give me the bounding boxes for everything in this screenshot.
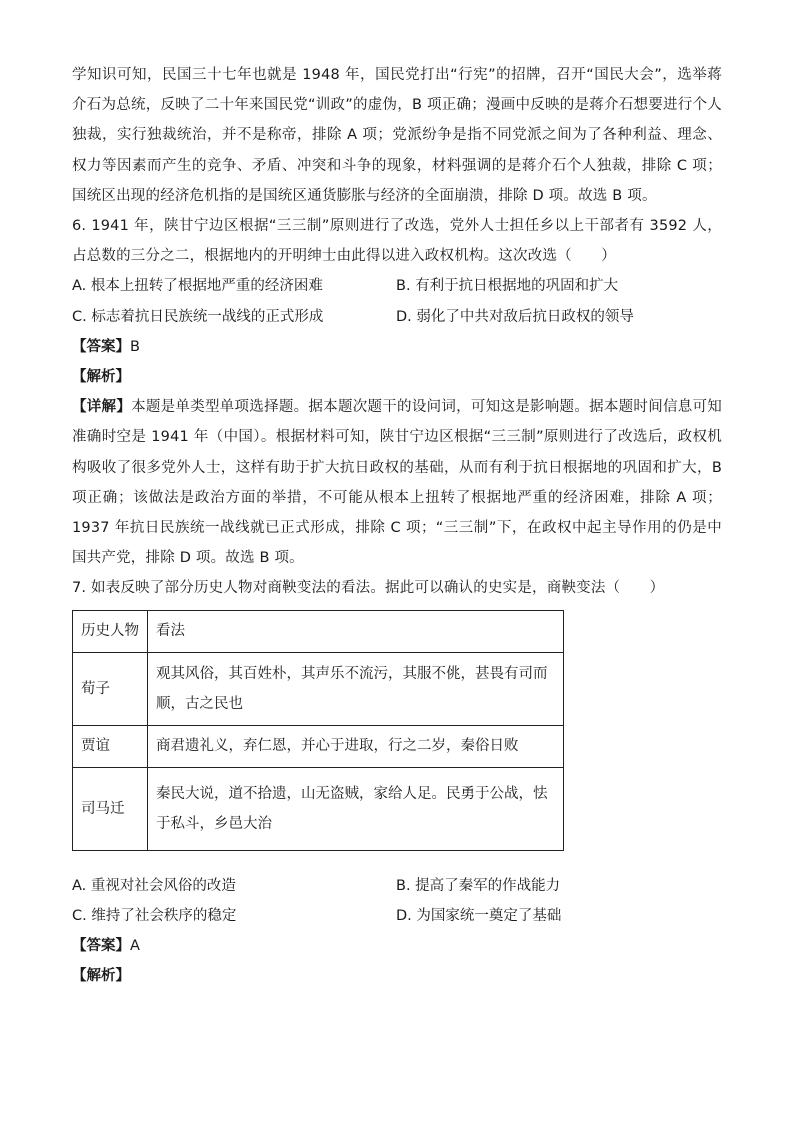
q7-history-table [72, 610, 564, 851]
q6-detail-text: 本题是单类型单项选择题。据本题次题干的设问词，可知这是影响题。据本题时间信息可知准确时空是 1941 年（中国）。根据材料可知，陕甘宁边区根据“三三制”原则进行了改选后，政权机构吸收了很多党外人士，这样有助于扩大抗日政权的基础，从而有利于抗日根据地的巩固和扩大，B 项正确；该做法是政治方面的举措，不可能从根本上扭转了根据地严重的经济困难，排除 A 项；1937 年抗日民族统一战线就已正式形成，排除 C 项；“三三制”下，在政权中起主导作用的仍是中国共产党，排除 D 项。故选 B 项。 [72, 399, 722, 567]
table-row [73, 767, 564, 850]
table-row [73, 725, 564, 767]
q7-option-b: B. 提高了秦军的作战能力 [396, 877, 561, 894]
q6-option-a: A. 根本上扭转了根据地严重的经济困难 [72, 278, 323, 295]
table-header-row [73, 610, 564, 652]
q7-options-row-1 [72, 871, 722, 901]
table-header-cell: 历史人物 [73, 610, 148, 652]
q6-answer-value: B [130, 338, 140, 355]
q6-analysis-tag: 【解析】 [72, 369, 130, 385]
q7-analysis-line [72, 961, 722, 991]
table-row [73, 652, 564, 725]
q7-option-c: C. 维持了社会秩序的稳定 [72, 907, 237, 924]
table-cell-view: 秦民大说，道不拾遗，山无盗贼，家给人足。民勇于公战，怯于私斗，乡邑大治 [148, 767, 564, 850]
table-cell-person: 司马迁 [73, 767, 148, 850]
q6-detail-tag: 【详解】 [72, 399, 132, 416]
q6-option-b: B. 有利于抗日根据地的巩固和扩大 [396, 278, 619, 295]
table-cell-view: 商君遗礼义，弃仁恩，并心于进取，行之二岁，秦俗日败 [148, 725, 564, 767]
q6-detail [72, 392, 722, 573]
table-cell-person: 荀子 [73, 652, 148, 725]
q5-analysis-text: 学知识可知，民国三十七年也就是 1948 年，国民党打出“行宪”的招牌，召开“国民大会”，选举蒋介石为总统，反映了二十年来国民党“训政”的虚伪，B 项正确；漫画中反映的是蒋介石想要进行个人独裁，实行独裁统治，并不是称帝，排除 A 项；党派纷争是指不同党派之间为了各种利益、理念、权力等因素而产生的竞争、矛盾、冲突和斗争的现象，材料强调的是蒋介石个人独裁，排除 C 项；国统区出现的经济危机指的是国统区通货膨胀与经济的全面崩溃，排除 D 项。故选 B 项。 [72, 67, 722, 204]
q6-answer-tag: 【答案】 [72, 338, 130, 355]
q6-option-c: C. 标志着抗日民族统一战线的正式形成 [72, 308, 324, 325]
q7-options-row-2 [72, 901, 722, 931]
q7-answer-value: A [130, 938, 140, 954]
q7-answer-tag: 【答案】 [72, 938, 130, 954]
table-cell-person: 贾谊 [73, 725, 148, 767]
q6-answer-line [72, 332, 722, 362]
document-page [72, 60, 722, 991]
q7-analysis-tag: 【解析】 [72, 968, 130, 985]
q6-stem: 6. 1941 年，陕甘宁边区根据“三三制”原则进行了改选，党外人士担任乡以上干部者有 3592 人，占总数的三分之二，根据地内的开明绅士由此得以进入政权机构。这次改选（ ） [72, 218, 722, 265]
q7-stem: 7. 如表反映了部分历史人物对商鞅变法的看法。据此可以确认的史实是，商鞅变法（ ） [72, 580, 665, 597]
q6-options-row-1 [72, 271, 722, 301]
table-header-cell: 看法 [148, 610, 564, 652]
q7-answer-line [72, 931, 722, 961]
q6-option-d: D. 弱化了中共对敌后抗日政权的领导 [396, 308, 634, 325]
q7-option-a: A. 重视对社会风俗的改造 [72, 877, 236, 894]
table-cell-view: 观其风俗，其百姓朴，其声乐不流污，其服不佻，甚畏有司而顺，古之民也 [148, 652, 564, 725]
q7-option-d: D. 为国家统一奠定了基础 [396, 907, 562, 924]
q6-analysis-line [72, 362, 722, 392]
q6-options-row-2 [72, 302, 722, 332]
